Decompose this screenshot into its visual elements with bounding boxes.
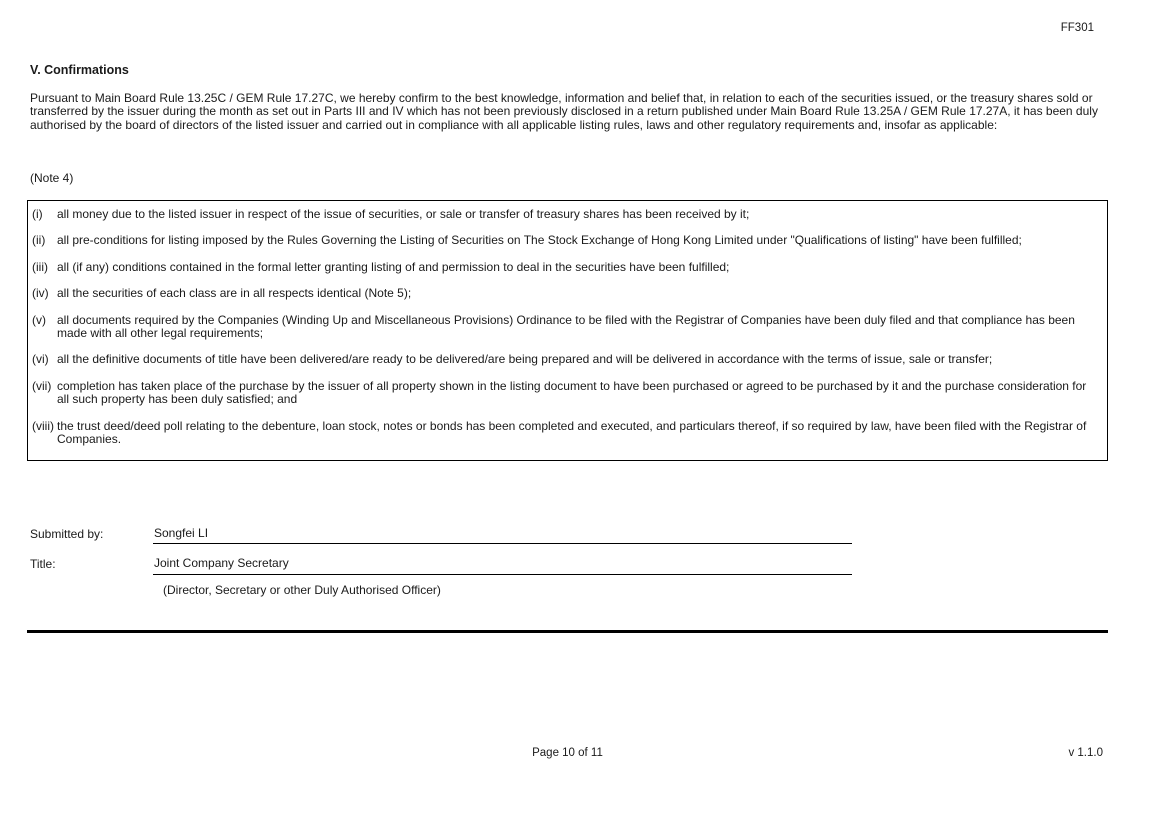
confirmation-item-ii	[31, 234, 1099, 247]
confirmations-box	[27, 200, 1108, 461]
title-label: Title:	[30, 557, 56, 572]
form-code: FF301	[1060, 22, 1094, 34]
section-heading: V. Confirmations	[30, 63, 129, 77]
confirmation-item-iii	[31, 261, 1099, 274]
confirmation-item-vii	[31, 380, 1099, 407]
confirmation-item-text: all the securities of each class are in all respects identical (Note 5);	[57, 286, 412, 301]
confirmation-item-text: all the definitive documents of title have been delivered/are ready to be delivered/are being prepared and will be delivered in accordance with the terms of issue, sale or transfer;	[57, 352, 993, 367]
confirmation-item-text: all pre-conditions for listing imposed by the Rules Governing the Listing of Securities on The Stock Exchange of Hong Kong Limited under "Qualifications of listing" have been fulfilled;	[57, 233, 1022, 248]
submitted-by-row	[30, 527, 852, 544]
confirmation-item-viii	[31, 420, 1099, 447]
confirmation-intro-paragraph: Pursuant to Main Board Rule 13.25C / GEM Rule 17.27C, we hereby confirm to the best knowledge, information and belief that, in relation to each of the securities issued, or the treasury shares sold or transferred by the issuer during the month as set out in Parts III and IV which has not been previously disclosed in a return published under Main Board Rule 13.25A / GEM Rule 17.27A, it has been duly authorised by the board of directors of the listed issuer and carried out in compliance with all applicable listing rules, laws and other regulatory requirements and, insofar as applicable:	[30, 91, 1098, 132]
confirmation-item-label: (v)	[32, 312, 46, 327]
submitted-by-field[interactable]: Songfei LI	[153, 527, 852, 544]
confirmation-item-label: (ii)	[32, 233, 46, 248]
page-number: Page 10 of 11	[532, 747, 603, 759]
confirmation-item-iv	[31, 287, 1099, 300]
confirmation-item-text: completion has taken place of the purchase by the issuer of all property shown in the listing document to have been purchased or agreed to be purchased by it and the purchase consideration for all such property has been duly satisfied; and	[57, 378, 1087, 407]
confirmation-item-label: (iii)	[32, 259, 48, 274]
confirmation-item-text: the trust deed/deed poll relating to the debenture, loan stock, notes or bonds has been completed and executed, and particulars thereof, if so required by law, have been filed with the Registrar of Companies.	[57, 418, 1087, 447]
confirmation-item-label: (vii)	[32, 378, 52, 393]
title-field[interactable]: Joint Company Secretary	[153, 557, 852, 574]
confirmation-item-text: all documents required by the Companies (Winding Up and Miscellaneous Provisions) Ordinance to be filed with the Registrar of Companies have been duly filed and that compliance has been made with all other legal requirements;	[57, 312, 1075, 341]
confirmation-item-label: (iv)	[32, 286, 49, 301]
confirmation-item-text: all (if any) conditions contained in the formal letter granting listing of and permission to deal in the securities have been fulfilled;	[57, 259, 730, 274]
confirmation-item-text: all money due to the listed issuer in respect of the issue of securities, or sale or transfer of treasury shares has been received by it;	[57, 207, 750, 221]
confirmation-item-vi	[31, 353, 1099, 366]
signature-divider-rule	[27, 630, 1108, 633]
confirmation-item-v	[31, 314, 1099, 341]
confirmation-item-i	[31, 208, 1099, 221]
confirmation-item-label: (i)	[32, 207, 43, 221]
submitted-by-label: Submitted by:	[30, 527, 104, 541]
title-field-hint: (Director, Secretary or other Duly Authorised Officer)	[163, 582, 441, 597]
confirmation-item-label: (viii)	[32, 418, 54, 433]
form-version: v 1.1.0	[1068, 747, 1103, 759]
confirmation-item-label: (vi)	[32, 352, 49, 367]
submission-section	[30, 527, 852, 597]
note-reference: (Note 4)	[30, 171, 74, 185]
title-row	[30, 557, 852, 574]
